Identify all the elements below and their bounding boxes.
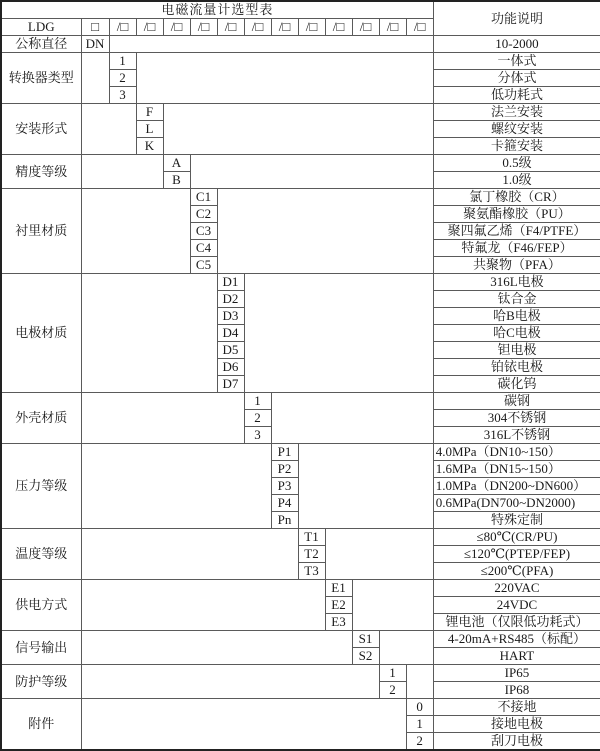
desc-cell: 哈B电极 [433, 308, 600, 325]
code-cell: 3 [109, 87, 136, 104]
code-cell: D1 [217, 274, 244, 291]
desc-cell: 卡箍安装 [433, 138, 600, 155]
desc-cell: 钽电极 [433, 342, 600, 359]
category-label: 外壳材质 [1, 393, 81, 444]
code-cell: E3 [325, 614, 352, 631]
empty-cell [81, 189, 190, 274]
title-row [1, 1, 600, 19]
empty-cell [81, 155, 163, 189]
empty-cell [81, 631, 352, 665]
code-cell: C2 [190, 206, 217, 223]
desc-cell: 共聚物（PFA） [433, 257, 600, 274]
desc-cell: 聚四氟乙烯（F4/PTFE） [433, 223, 600, 240]
desc-cell: 1.0MPa（DN200~DN600） [433, 478, 600, 495]
table-row [1, 36, 600, 53]
model-slot: /□ [136, 19, 163, 36]
code-cell: 1 [406, 716, 433, 733]
empty-cell [190, 155, 433, 189]
code-cell: A [163, 155, 190, 172]
code-cell: Pn [271, 512, 298, 529]
code-cell: 1 [379, 665, 406, 682]
category-label: 公称直径 [1, 36, 81, 53]
desc-cell: 特氟龙（F46/FEP） [433, 240, 600, 257]
category-label: 衬里材质 [1, 189, 81, 274]
code-cell: D3 [217, 308, 244, 325]
code-cell: S1 [352, 631, 379, 648]
desc-cell: 铂铱电极 [433, 359, 600, 376]
empty-cell [163, 104, 433, 155]
desc-cell: ≤200℃(PFA) [433, 563, 600, 580]
desc-cell: 聚氨酯橡胶（PU） [433, 206, 600, 223]
code-cell: 0 [406, 699, 433, 716]
desc-cell: ≤120℃(PTEP/FEP) [433, 546, 600, 563]
desc-cell: 0.5级 [433, 155, 600, 172]
desc-cell: 低功耗式 [433, 87, 600, 104]
desc-cell: 钛合金 [433, 291, 600, 308]
empty-cell [81, 444, 271, 529]
model-slot: /□ [325, 19, 352, 36]
empty-cell [271, 393, 433, 444]
empty-cell [136, 53, 433, 104]
code-cell: D6 [217, 359, 244, 376]
code-cell: T2 [298, 546, 325, 563]
desc-cell: 不接地 [433, 699, 600, 716]
code-cell: 1 [244, 393, 271, 410]
code-cell: B [163, 172, 190, 189]
code-cell: D7 [217, 376, 244, 393]
desc-cell: 24VDC [433, 597, 600, 614]
model-slot: /□ [379, 19, 406, 36]
table-row [1, 53, 600, 70]
model-slot: /□ [244, 19, 271, 36]
code-cell: F [136, 104, 163, 121]
model-slot: /□ [190, 19, 217, 36]
category-label: 精度等级 [1, 155, 81, 189]
function-column-header: 功能说明 [433, 1, 600, 36]
empty-cell [352, 580, 433, 631]
empty-cell [244, 274, 433, 393]
code-cell: 2 [109, 70, 136, 87]
empty-cell [379, 631, 433, 665]
code-cell: DN [81, 36, 109, 53]
table-row [1, 631, 600, 648]
empty-cell [217, 189, 433, 274]
model-slot: /□ [217, 19, 244, 36]
table-row [1, 580, 600, 597]
code-cell: D2 [217, 291, 244, 308]
empty-cell [81, 529, 298, 580]
desc-cell: 分体式 [433, 70, 600, 87]
model-slot: /□ [163, 19, 190, 36]
empty-cell [109, 36, 433, 53]
category-label: 附件 [1, 699, 81, 751]
desc-cell: IP65 [433, 665, 600, 682]
desc-cell: HART [433, 648, 600, 665]
category-label: 信号输出 [1, 631, 81, 665]
code-cell: 3 [244, 427, 271, 444]
code-cell: P3 [271, 478, 298, 495]
empty-cell [81, 580, 325, 631]
code-cell: L [136, 121, 163, 138]
desc-cell: 哈C电极 [433, 325, 600, 342]
table-row [1, 665, 600, 682]
code-cell: 1 [109, 53, 136, 70]
table-row [1, 104, 600, 121]
desc-cell: 1.6MPa（DN15~150） [433, 461, 600, 478]
desc-cell: 特殊定制 [433, 512, 600, 529]
desc-cell: 锂电池（仅限低功耗式） [433, 614, 600, 631]
code-cell: C1 [190, 189, 217, 206]
category-label: 温度等级 [1, 529, 81, 580]
code-cell: S2 [352, 648, 379, 665]
empty-cell [81, 104, 136, 155]
code-cell: 2 [379, 682, 406, 699]
desc-cell: 220VAC [433, 580, 600, 597]
empty-cell [81, 53, 109, 104]
category-label: 安装形式 [1, 104, 81, 155]
model-base-slot: □ [81, 19, 109, 36]
desc-cell: 刮刀电极 [433, 733, 600, 751]
empty-cell [81, 665, 379, 699]
desc-cell: 氯丁橡胶（CR） [433, 189, 600, 206]
code-cell: C3 [190, 223, 217, 240]
desc-cell: 0.6MPa(DN700~DN2000) [433, 495, 600, 512]
desc-cell: 316L不锈钢 [433, 427, 600, 444]
table-row [1, 274, 600, 291]
category-label: 供电方式 [1, 580, 81, 631]
empty-cell [81, 699, 406, 751]
table-row [1, 699, 600, 716]
table-row [1, 393, 600, 410]
table-row [1, 444, 600, 461]
empty-cell [406, 665, 433, 699]
model-slot: /□ [298, 19, 325, 36]
code-cell: T3 [298, 563, 325, 580]
category-label: 电极材质 [1, 274, 81, 393]
desc-cell: 4-20mA+RS485（标配） [433, 631, 600, 648]
model-slot: /□ [271, 19, 298, 36]
desc-cell: 304不锈钢 [433, 410, 600, 427]
code-cell: D4 [217, 325, 244, 342]
code-cell: P4 [271, 495, 298, 512]
desc-cell: IP68 [433, 682, 600, 699]
code-cell: C4 [190, 240, 217, 257]
table-row [1, 155, 600, 172]
code-cell: K [136, 138, 163, 155]
model-slot: /□ [352, 19, 379, 36]
category-label: 防护等级 [1, 665, 81, 699]
code-cell: 2 [406, 733, 433, 751]
empty-cell [81, 274, 217, 393]
code-cell: E1 [325, 580, 352, 597]
desc-cell: 4.0MPa（DN10~150） [433, 444, 600, 461]
desc-cell: 碳化钨 [433, 376, 600, 393]
desc-cell: ≤80℃(CR/PU) [433, 529, 600, 546]
table-row [1, 529, 600, 546]
desc-cell: 碳钢 [433, 393, 600, 410]
model-slot: /□ [109, 19, 136, 36]
table-title: 电磁流量计选型表 [1, 1, 433, 19]
desc-cell: 螺纹安装 [433, 121, 600, 138]
code-cell: T1 [298, 529, 325, 546]
desc-cell: 一体式 [433, 53, 600, 70]
code-cell: D5 [217, 342, 244, 359]
model-slot: /□ [406, 19, 433, 36]
model-prefix-label: LDG [1, 19, 81, 36]
empty-cell [81, 393, 244, 444]
category-label: 转换器类型 [1, 53, 81, 104]
desc-cell: 法兰安装 [433, 104, 600, 121]
empty-cell [298, 444, 433, 529]
code-cell: E2 [325, 597, 352, 614]
code-cell: P1 [271, 444, 298, 461]
code-cell: C5 [190, 257, 217, 274]
empty-cell [325, 529, 433, 580]
desc-cell: 1.0级 [433, 172, 600, 189]
desc-cell: 接地电极 [433, 716, 600, 733]
desc-cell: 10-2000 [433, 36, 600, 53]
desc-cell: 316L电极 [433, 274, 600, 291]
table-row [1, 189, 600, 206]
code-cell: 2 [244, 410, 271, 427]
category-label: 压力等级 [1, 444, 81, 529]
code-cell: P2 [271, 461, 298, 478]
